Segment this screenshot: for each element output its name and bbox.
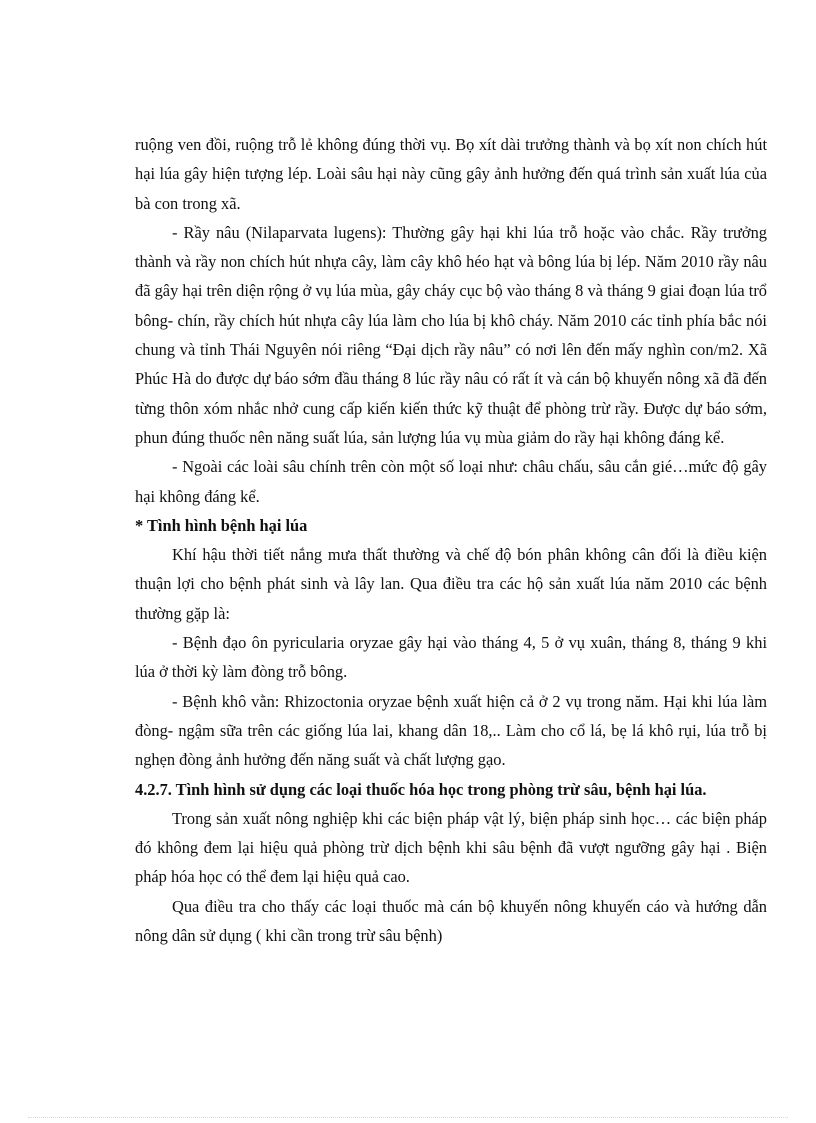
paragraph-dao-on: - Bệnh đạo ôn pyricularia oryzae gây hại vào tháng 4, 5 ở vụ xuân, tháng 8, tháng 9 khi lúa ở thời kỳ làm đòng trỗ bông. — [135, 633, 767, 682]
paragraph-other-pests: - Ngoài các loài sâu chính trên còn một số loại như: châu chấu, sâu cắn gié…mức độ gây hại không đáng kể. — [135, 457, 767, 506]
paragraph-climate: Khí hậu thời tiết nắng mưa thất thường và chế độ bón phân không cân đối là điều kiện thuận lợi cho bệnh phát sinh và lây lan. Qua điều tra các hộ sản xuất lúa năm 2010 các bệnh thường gặp là: — [135, 545, 767, 623]
page-bottom-divider — [28, 1117, 788, 1118]
document-body — [135, 130, 767, 950]
paragraph-chemical-methods: Trong sản xuất nông nghiệp khi các biện pháp vật lý, biện pháp sinh học… các biện pháp đó không đem lại hiệu quả phòng trừ dịch bệnh khi sâu bệnh đã vượt ngưỡng gây hại . Biện pháp hóa học có thể đem lại hiệu quả cao. — [135, 808, 767, 887]
paragraph-kho-van: - Bệnh khô vằn: Rhizoctonia oryzae bệnh xuất hiện cả ở 2 vụ trong năm. Hại khi lúa làm đòng- ngậm sữa trên các giống lúa lai, khang dân 18,.. Làm cho cổ lá, bẹ lá khô rụi, lúa trỗ bị nghẹn đòng ảnh hưởng đến năng suất và chất lượng gạo. — [135, 691, 767, 770]
heading-disease-situation: * Tình hình bệnh hại lúa — [135, 515, 308, 535]
paragraph-survey: Qua điều tra cho thấy các loại thuốc mà cán bộ khuyến nông khuyến cáo và hướng dẫn nông dân sử dụng ( khi cần trong trừ sâu bệnh) — [135, 896, 767, 946]
paragraph-ray-nau: - Rầy nâu (Nilaparvata lugens): Thường gây hại khi lúa trỗ hoặc vào chắc. Rầy trưởng thành và rầy non chích hút nhựa cây, làm cây khô héo hạt và bông lúa bị lép. Năm 2010 rầy nâu đã gây hại trên diện rộng ở vụ lúa mùa, gây cháy cục bộ vào tháng 8 và tháng 9 giai đoạn lúa trổ bông- chín, rầy chích hút nhựa cây lúa làm cho lúa bị khô cháy. Năm 2010 các tỉnh phía bắc nói chung và tỉnh Thái Nguyên nói riêng “Đại dịch rầy nâu” có nơi lên đến mấy nghìn con/m2. Xã Phúc Hà do được dự báo sớm đầu tháng 8 lúc rầy nâu có rất ít và cán bộ khuyến nông xã đã đến từng thôn xóm nhắc nhở cung cấp kiến kiến thức kỹ thuật để phòng trừ rầy. Được dự báo sớm, phun đúng thuốc nên năng suất lúa, sản lượng lúa vụ mùa giảm do rầy hại không đáng kể. — [135, 222, 767, 447]
section-heading-4-2-7: 4.2.7. Tình hình sử dụng các loại thuốc hóa học trong phòng trừ sâu, bệnh hại lúa. — [135, 779, 707, 799]
paragraph-bo-xit: ruộng ven đồi, ruộng trỗ lẻ không đúng thời vụ. Bọ xít dài trưởng thành và bọ xít non chích hút hại lúa gây hiện tượng lép. Loài sâu hại này cũng gây ảnh hưởng đến quá trình sản xuất lúa của bà con trong xã. — [135, 135, 767, 213]
